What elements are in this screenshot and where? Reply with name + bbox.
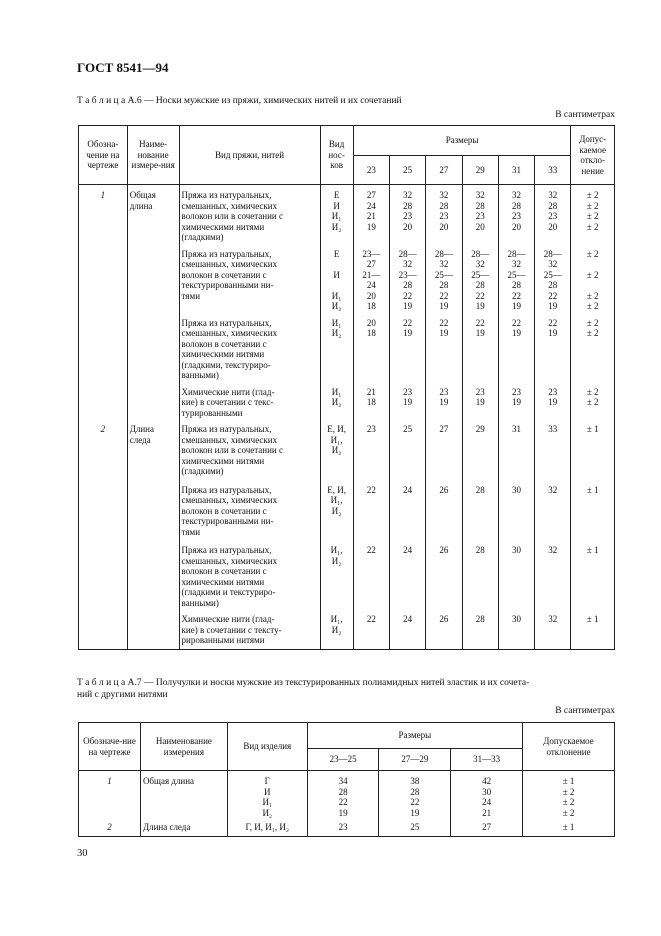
size-value-cell: 33: [535, 418, 571, 477]
table-a7-caption-line1: Т а б л и ц а А.7 — Получулки и носки мужские из текстурированных полиамидных нитей эластик и их сочета-: [77, 678, 530, 688]
table-row: [79, 243, 615, 312]
yarn-type-cell: Пряжа из натуральных, смешанных, химических волокон в сочетании с химическими нитями (гладкими и текстуриро- ванными): [179, 537, 320, 608]
size-value-cell: 22 19: [426, 312, 462, 381]
tolerance-cell: ± 2 ± 2 ± 2 ± 2: [571, 185, 615, 243]
tolerance-cell: ± 1: [523, 818, 615, 836]
size-value-cell: 28— 32 25— 28 22 19: [535, 243, 571, 312]
measurement-cell: Общая длина: [140, 771, 227, 819]
size-value-cell: 28— 32 23— 28 22 19: [389, 243, 425, 312]
size-value-cell: 29: [462, 418, 498, 477]
size-col-header: 33: [535, 156, 571, 185]
size-value-cell: 23 19: [462, 381, 498, 419]
designation-cell: [79, 608, 128, 649]
tolerance-cell: ± 1: [571, 608, 615, 649]
yarn-type-cell: Химические нити (глад- кие) в сочетании с тексту- рированными нитями: [179, 608, 320, 649]
size-value-cell: 26: [426, 608, 462, 649]
size-value-cell: 27: [426, 418, 462, 477]
size-value-cell: 28: [462, 477, 498, 538]
table-a7-caption-line2: ний с другими нитями: [77, 690, 168, 700]
size-value-cell: 26: [426, 477, 462, 538]
size-value-cell: 42 30 24 21: [451, 771, 523, 819]
sock-kind-cell: Е И И₁ И₂: [320, 185, 353, 243]
size-value-cell: 22 19: [498, 312, 534, 381]
size-value-cell: 32 28 23 20: [535, 185, 571, 243]
sock-kind-cell: И₁ И₂: [320, 381, 353, 419]
size-col-header: 23: [353, 156, 389, 185]
size-value-cell: 22 19: [535, 312, 571, 381]
tolerance-cell: ± 2 ± 2: [571, 312, 615, 381]
designation-cell: [79, 243, 128, 312]
size-col-header: 31: [498, 156, 534, 185]
size-value-cell: 28— 32 25— 28 22 19: [462, 243, 498, 312]
size-value-cell: 32: [535, 537, 571, 608]
measurement-cell: [127, 243, 179, 312]
size-value-cell: 30: [498, 537, 534, 608]
size-col-header: 23—25: [307, 749, 379, 771]
designation-cell: [79, 381, 128, 419]
size-value-cell: 30: [498, 477, 534, 538]
size-value-cell: 24: [389, 537, 425, 608]
item-kind-cell: Г И И₁ И₂: [227, 771, 307, 819]
size-value-cell: 25: [389, 418, 425, 477]
sock-kind-cell: И₁, И₂: [320, 537, 353, 608]
yarn-type-cell: Пряжа из натуральных, смешанных, химических волокон в сочетании с текстурированными ни- тями: [179, 243, 320, 312]
size-value-cell: 22 19: [389, 312, 425, 381]
measurement-cell: [127, 381, 179, 419]
tolerance-cell: ± 1: [571, 477, 615, 538]
size-value-cell: 32: [535, 608, 571, 649]
measurement-cell: Длина следа: [127, 418, 179, 477]
header-measurement: Наиме-нование измере-ния: [127, 126, 179, 185]
measurement-cell: [127, 312, 179, 381]
size-value-cell: 25: [379, 818, 451, 836]
header-sizes: Размеры: [307, 723, 522, 749]
yarn-type-cell: Пряжа из натуральных, смешанных, химических волокон в сочетании с текстурированными ни- тями: [179, 477, 320, 538]
designation-cell: [79, 312, 128, 381]
size-value-cell: 23: [307, 818, 379, 836]
measurement-cell: Длина следа: [140, 818, 227, 836]
sock-kind-cell: Е, И, И₁, И₂: [320, 477, 353, 538]
size-value-cell: 38 28 22 19: [379, 771, 451, 819]
sock-kind-cell: Е, И, И₁, И₂: [320, 418, 353, 477]
tolerance-cell: ± 1: [571, 537, 615, 608]
header-measurement: Наименование измерения: [140, 723, 227, 771]
header-yarn-type: Вид пряжи, нитей: [179, 126, 320, 185]
size-col-header: 31—33: [451, 749, 523, 771]
sock-kind-cell: И₁, И₂: [320, 608, 353, 649]
header-designation: Обозначе-ние на чертеже: [79, 723, 141, 771]
designation-cell: [79, 477, 128, 538]
yarn-type-cell: Пряжа из натуральных, смешанных, химических волокон или в сочетании с химическими нитями (гладкими): [179, 418, 320, 477]
size-value-cell: 31: [498, 418, 534, 477]
table-row: [79, 381, 615, 419]
size-col-header: 29: [462, 156, 498, 185]
header-designation: Обозна-чение на чертеже: [79, 126, 128, 185]
designation-cell: 2: [79, 418, 128, 477]
size-value-cell: 21 18: [353, 381, 389, 419]
tolerance-cell: ± 2 ± 2: [571, 381, 615, 419]
tolerance-cell: ± 1 ± 2 ± 2 ± 2: [523, 771, 615, 819]
designation-cell: 1: [79, 185, 128, 243]
table-a6-caption: Т а б л и ц а А.6 — Носки мужские из пряжи, химических нитей и их сочетаний: [77, 96, 402, 106]
table-row: [79, 608, 615, 649]
header-item-kind: Вид изделия: [227, 723, 307, 771]
item-kind-cell: Г, И, И₁, И₂: [227, 818, 307, 836]
size-value-cell: 20 18: [353, 312, 389, 381]
size-value-cell: 23 19: [535, 381, 571, 419]
table-row: [79, 418, 615, 477]
yarn-type-cell: Пряжа из натуральных, смешанных, химических волокон в сочетании с химическими нитями (гладкими, текстуриро- ванными): [179, 312, 320, 381]
sock-kind-cell: И₁ И₂: [320, 312, 353, 381]
size-value-cell: 32 28 23 20: [498, 185, 534, 243]
table-a7: [78, 722, 615, 837]
tolerance-cell: ± 2 ± 2 ± 2 ± 2: [571, 243, 615, 312]
size-value-cell: 24: [389, 477, 425, 538]
size-col-header: 27: [426, 156, 462, 185]
page-number: 30: [77, 848, 88, 859]
size-value-cell: 27 24 21 19: [353, 185, 389, 243]
header-tolerance: Допускаемое отклонение: [523, 723, 615, 771]
size-value-cell: 28— 32 25— 28 22 19: [426, 243, 462, 312]
designation-cell: 1: [79, 771, 141, 819]
table-a7-units: В сантиметрах: [555, 706, 615, 716]
table-row: [79, 818, 615, 836]
size-value-cell: 28: [462, 537, 498, 608]
yarn-type-cell: Пряжа из натуральных, смешанных, химических волокон или в сочетании с химическими нитями (гладкими): [179, 185, 320, 243]
size-col-header: 25: [389, 156, 425, 185]
table-a6-units: В сантиметрах: [555, 110, 615, 120]
size-value-cell: 23 19: [426, 381, 462, 419]
table-row: [79, 185, 615, 243]
size-col-header: 27—29: [379, 749, 451, 771]
size-value-cell: 23: [353, 418, 389, 477]
size-value-cell: 32: [535, 477, 571, 538]
size-value-cell: 23 19: [389, 381, 425, 419]
size-value-cell: 24: [389, 608, 425, 649]
sock-kind-cell: Е И И₁ И₂: [320, 243, 353, 312]
tolerance-cell: ± 1: [571, 418, 615, 477]
table-row: [79, 477, 615, 538]
header-sizes: Размеры: [353, 126, 571, 156]
size-value-cell: 22 19: [462, 312, 498, 381]
measurement-cell: Общая длина: [127, 185, 179, 243]
size-value-cell: 23— 27 21— 24 20 18: [353, 243, 389, 312]
table-row: [79, 771, 615, 819]
size-value-cell: 34 28 22 19: [307, 771, 379, 819]
table-row: [79, 312, 615, 381]
table-a6: [78, 125, 615, 650]
size-value-cell: 32 28 23 20: [389, 185, 425, 243]
designation-cell: [79, 537, 128, 608]
size-value-cell: 22: [353, 537, 389, 608]
size-value-cell: 28: [462, 608, 498, 649]
size-value-cell: 22: [353, 477, 389, 538]
measurement-cell: [127, 608, 179, 649]
size-value-cell: 32 28 23 20: [462, 185, 498, 243]
yarn-type-cell: Химические нити (глад- кие) в сочетании с текс- турированными: [179, 381, 320, 419]
size-value-cell: 23 19: [498, 381, 534, 419]
measurement-cell: [127, 537, 179, 608]
table-row: [79, 537, 615, 608]
header-tolerance: Допус-каемое откло-нение: [571, 126, 615, 185]
size-value-cell: 27: [451, 818, 523, 836]
size-value-cell: 26: [426, 537, 462, 608]
size-value-cell: 30: [498, 608, 534, 649]
measurement-cell: [127, 477, 179, 538]
document-title: ГОСТ 8541—94: [77, 60, 169, 75]
size-value-cell: 22: [353, 608, 389, 649]
designation-cell: 2: [79, 818, 141, 836]
size-value-cell: 32 28 23 20: [426, 185, 462, 243]
size-value-cell: 28— 32 25— 28 22 19: [498, 243, 534, 312]
header-sock-kind: Вид нос-ков: [320, 126, 353, 185]
